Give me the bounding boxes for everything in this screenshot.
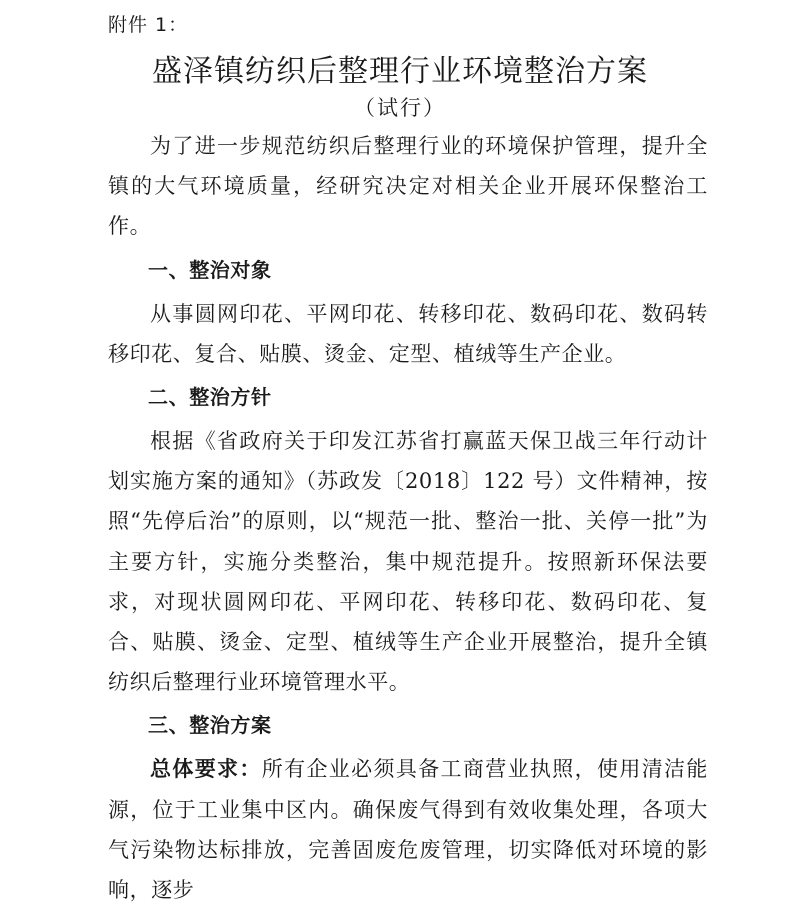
document-title: 盛泽镇纺织后整理行业环境整治方案 <box>152 54 648 89</box>
section-heading-policy: 二、整治方针 <box>148 385 272 410</box>
intro-paragraph: 为了进一步规范纺织后整理行业的环境保护管理，提升全镇的大气环境质量，经研究决定对相关企业开展环保整治工作。 <box>108 134 708 239</box>
document-body <box>108 126 708 910</box>
section-paragraph-plan <box>108 749 708 910</box>
general-requirements-label: 总体要求： <box>150 757 262 782</box>
attachment-label: 附件 1： <box>108 14 189 36</box>
document-subtitle: （试行） <box>354 96 446 120</box>
section-heading-plan: 三、整治方案 <box>148 713 272 738</box>
general-requirements-text: 所有企业必须具备工商营业执照，使用清洁能源，位于工业集中区内。确保废气得到有效收集处理，各项大气污染物达标排放，完善固废危废管理，切实降低对环境的影响，逐步 <box>108 757 708 903</box>
section-heading-targets: 一、整治对象 <box>148 257 272 282</box>
section-paragraph-policy: 根据《省政府关于印发江苏省打赢蓝天保卫战三年行动计划实施方案的通知》（苏政发〔2018〕122 号）文件精神，按照“先停后治”的原则，以“规范一批、整治一批、关停一批”为主要方针，实施分类整治，集中规范提升。按照新环保法要求，对现状圆网印花、平网印花、转移印花、数码印花、复合、贴膜、烫金、定型、植绒等生产企业开展整治，提升全镇纺织后整理行业环境管理水平。 <box>108 429 708 695</box>
section-paragraph-targets: 从事圆网印花、平网印花、转移印花、数码印花、数码转移印花、复合、贴膜、烫金、定型、植绒等生产企业。 <box>108 301 708 366</box>
